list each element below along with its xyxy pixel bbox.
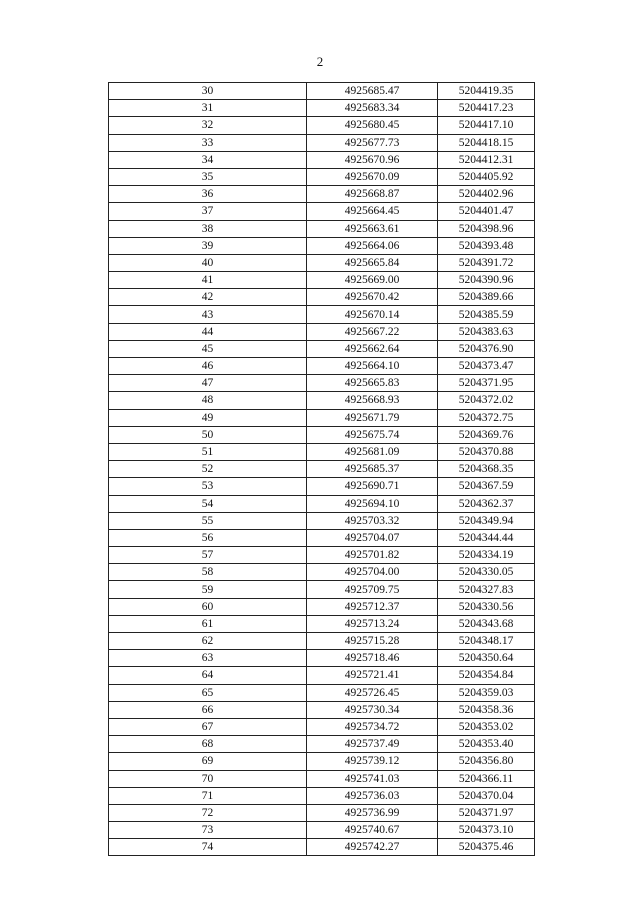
point-number-cell: 30 — [109, 83, 307, 100]
point-number-cell: 54 — [109, 495, 307, 512]
point-number-cell: 56 — [109, 529, 307, 546]
y-coordinate-cell: 5204417.23 — [438, 100, 535, 117]
x-coordinate-cell: 4925685.37 — [307, 461, 438, 478]
x-coordinate-cell: 4925668.87 — [307, 186, 438, 203]
x-coordinate-cell: 4925718.46 — [307, 650, 438, 667]
point-number-cell: 60 — [109, 598, 307, 615]
y-coordinate-cell: 5204371.97 — [438, 804, 535, 821]
table-row — [109, 736, 535, 753]
table-row — [109, 289, 535, 306]
y-coordinate-cell: 5204362.37 — [438, 495, 535, 512]
y-coordinate-cell: 5204330.56 — [438, 598, 535, 615]
x-coordinate-cell: 4925664.10 — [307, 358, 438, 375]
point-number-cell: 49 — [109, 409, 307, 426]
table-row — [109, 581, 535, 598]
point-number-cell: 40 — [109, 254, 307, 271]
table-row — [109, 512, 535, 529]
y-coordinate-cell: 5204383.63 — [438, 323, 535, 340]
table-row — [109, 151, 535, 168]
x-coordinate-cell: 4925671.79 — [307, 409, 438, 426]
table-row — [109, 323, 535, 340]
y-coordinate-cell: 5204405.92 — [438, 168, 535, 185]
point-number-cell: 57 — [109, 547, 307, 564]
x-coordinate-cell: 4925677.73 — [307, 134, 438, 151]
table-row — [109, 461, 535, 478]
table-row — [109, 443, 535, 460]
point-number-cell: 36 — [109, 186, 307, 203]
table-row — [109, 100, 535, 117]
x-coordinate-cell: 4925675.74 — [307, 426, 438, 443]
point-number-cell: 64 — [109, 667, 307, 684]
table-row — [109, 770, 535, 787]
x-coordinate-cell: 4925664.45 — [307, 203, 438, 220]
y-coordinate-cell: 5204418.15 — [438, 134, 535, 151]
y-coordinate-cell: 5204344.44 — [438, 529, 535, 546]
x-coordinate-cell: 4925730.34 — [307, 701, 438, 718]
table-row — [109, 254, 535, 271]
point-number-cell: 33 — [109, 134, 307, 151]
x-coordinate-cell: 4925670.96 — [307, 151, 438, 168]
x-coordinate-cell: 4925704.07 — [307, 529, 438, 546]
y-coordinate-cell: 5204393.48 — [438, 237, 535, 254]
table-row — [109, 495, 535, 512]
point-number-cell: 41 — [109, 272, 307, 289]
table-row — [109, 667, 535, 684]
x-coordinate-cell: 4925683.34 — [307, 100, 438, 117]
point-number-cell: 47 — [109, 375, 307, 392]
table-row — [109, 272, 535, 289]
point-number-cell: 69 — [109, 753, 307, 770]
table-row — [109, 701, 535, 718]
table-row — [109, 753, 535, 770]
y-coordinate-cell: 5204327.83 — [438, 581, 535, 598]
point-number-cell: 53 — [109, 478, 307, 495]
point-number-cell: 72 — [109, 804, 307, 821]
x-coordinate-cell: 4925726.45 — [307, 684, 438, 701]
table-row — [109, 203, 535, 220]
y-coordinate-cell: 5204358.36 — [438, 701, 535, 718]
point-number-cell: 38 — [109, 220, 307, 237]
point-number-cell: 62 — [109, 633, 307, 650]
point-number-cell: 58 — [109, 564, 307, 581]
y-coordinate-cell: 5204370.88 — [438, 443, 535, 460]
coordinates-table-body — [109, 83, 535, 856]
table-row — [109, 822, 535, 839]
x-coordinate-cell: 4925668.93 — [307, 392, 438, 409]
table-row — [109, 804, 535, 821]
y-coordinate-cell: 5204390.96 — [438, 272, 535, 289]
y-coordinate-cell: 5204373.10 — [438, 822, 535, 839]
y-coordinate-cell: 5204372.02 — [438, 392, 535, 409]
x-coordinate-cell: 4925694.10 — [307, 495, 438, 512]
y-coordinate-cell: 5204334.19 — [438, 547, 535, 564]
point-number-cell: 48 — [109, 392, 307, 409]
point-number-cell: 51 — [109, 443, 307, 460]
point-number-cell: 74 — [109, 839, 307, 856]
point-number-cell: 50 — [109, 426, 307, 443]
y-coordinate-cell: 5204398.96 — [438, 220, 535, 237]
x-coordinate-cell: 4925701.82 — [307, 547, 438, 564]
y-coordinate-cell: 5204412.31 — [438, 151, 535, 168]
y-coordinate-cell: 5204389.66 — [438, 289, 535, 306]
point-number-cell: 46 — [109, 358, 307, 375]
table-row — [109, 83, 535, 100]
table-row — [109, 340, 535, 357]
y-coordinate-cell: 5204343.68 — [438, 615, 535, 632]
x-coordinate-cell: 4925663.61 — [307, 220, 438, 237]
point-number-cell: 66 — [109, 701, 307, 718]
x-coordinate-cell: 4925734.72 — [307, 718, 438, 735]
table-row — [109, 650, 535, 667]
table-row — [109, 839, 535, 856]
y-coordinate-cell: 5204376.90 — [438, 340, 535, 357]
point-number-cell: 42 — [109, 289, 307, 306]
table-row — [109, 117, 535, 134]
y-coordinate-cell: 5204353.02 — [438, 718, 535, 735]
point-number-cell: 37 — [109, 203, 307, 220]
table-row — [109, 306, 535, 323]
point-number-cell: 61 — [109, 615, 307, 632]
point-number-cell: 34 — [109, 151, 307, 168]
point-number-cell: 52 — [109, 461, 307, 478]
y-coordinate-cell: 5204356.80 — [438, 753, 535, 770]
y-coordinate-cell: 5204359.03 — [438, 684, 535, 701]
table-row — [109, 564, 535, 581]
x-coordinate-cell: 4925704.00 — [307, 564, 438, 581]
x-coordinate-cell: 4925667.22 — [307, 323, 438, 340]
x-coordinate-cell: 4925740.67 — [307, 822, 438, 839]
y-coordinate-cell: 5204348.17 — [438, 633, 535, 650]
x-coordinate-cell: 4925703.32 — [307, 512, 438, 529]
x-coordinate-cell: 4925737.49 — [307, 736, 438, 753]
table-row — [109, 375, 535, 392]
point-number-cell: 39 — [109, 237, 307, 254]
y-coordinate-cell: 5204402.96 — [438, 186, 535, 203]
point-number-cell: 71 — [109, 787, 307, 804]
point-number-cell: 68 — [109, 736, 307, 753]
x-coordinate-cell: 4925709.75 — [307, 581, 438, 598]
x-coordinate-cell: 4925670.42 — [307, 289, 438, 306]
table-row — [109, 684, 535, 701]
x-coordinate-cell: 4925669.00 — [307, 272, 438, 289]
x-coordinate-cell: 4925715.28 — [307, 633, 438, 650]
point-number-cell: 43 — [109, 306, 307, 323]
y-coordinate-cell: 5204401.47 — [438, 203, 535, 220]
table-row — [109, 409, 535, 426]
point-number-cell: 45 — [109, 340, 307, 357]
y-coordinate-cell: 5204373.47 — [438, 358, 535, 375]
table-row — [109, 392, 535, 409]
page-number: 2 — [316, 54, 324, 69]
y-coordinate-cell: 5204372.75 — [438, 409, 535, 426]
table-row — [109, 633, 535, 650]
x-coordinate-cell: 4925736.03 — [307, 787, 438, 804]
y-coordinate-cell: 5204385.59 — [438, 306, 535, 323]
x-coordinate-cell: 4925685.47 — [307, 83, 438, 100]
table-row — [109, 598, 535, 615]
y-coordinate-cell: 5204391.72 — [438, 254, 535, 271]
y-coordinate-cell: 5204330.05 — [438, 564, 535, 581]
table-row — [109, 426, 535, 443]
table-row — [109, 186, 535, 203]
x-coordinate-cell: 4925721.41 — [307, 667, 438, 684]
x-coordinate-cell: 4925736.99 — [307, 804, 438, 821]
y-coordinate-cell: 5204370.04 — [438, 787, 535, 804]
x-coordinate-cell: 4925681.09 — [307, 443, 438, 460]
point-number-cell: 67 — [109, 718, 307, 735]
x-coordinate-cell: 4925665.84 — [307, 254, 438, 271]
x-coordinate-cell: 4925741.03 — [307, 770, 438, 787]
x-coordinate-cell: 4925670.14 — [307, 306, 438, 323]
y-coordinate-cell: 5204371.95 — [438, 375, 535, 392]
table-row — [109, 358, 535, 375]
table-row — [109, 615, 535, 632]
x-coordinate-cell: 4925742.27 — [307, 839, 438, 856]
x-coordinate-cell: 4925680.45 — [307, 117, 438, 134]
y-coordinate-cell: 5204375.46 — [438, 839, 535, 856]
x-coordinate-cell: 4925662.64 — [307, 340, 438, 357]
point-number-cell: 31 — [109, 100, 307, 117]
y-coordinate-cell: 5204349.94 — [438, 512, 535, 529]
table-row — [109, 168, 535, 185]
x-coordinate-cell: 4925712.37 — [307, 598, 438, 615]
point-number-cell: 73 — [109, 822, 307, 839]
table-row — [109, 134, 535, 151]
y-coordinate-cell: 5204368.35 — [438, 461, 535, 478]
table-row — [109, 220, 535, 237]
y-coordinate-cell: 5204354.84 — [438, 667, 535, 684]
coordinates-table — [108, 82, 535, 856]
x-coordinate-cell: 4925665.83 — [307, 375, 438, 392]
point-number-cell: 32 — [109, 117, 307, 134]
point-number-cell: 70 — [109, 770, 307, 787]
y-coordinate-cell: 5204419.35 — [438, 83, 535, 100]
point-number-cell: 44 — [109, 323, 307, 340]
y-coordinate-cell: 5204367.59 — [438, 478, 535, 495]
y-coordinate-cell: 5204350.64 — [438, 650, 535, 667]
y-coordinate-cell: 5204417.10 — [438, 117, 535, 134]
point-number-cell: 59 — [109, 581, 307, 598]
x-coordinate-cell: 4925739.12 — [307, 753, 438, 770]
table-row — [109, 547, 535, 564]
y-coordinate-cell: 5204353.40 — [438, 736, 535, 753]
x-coordinate-cell: 4925713.24 — [307, 615, 438, 632]
table-row — [109, 237, 535, 254]
table-row — [109, 529, 535, 546]
point-number-cell: 55 — [109, 512, 307, 529]
table-row — [109, 478, 535, 495]
point-number-cell: 65 — [109, 684, 307, 701]
x-coordinate-cell: 4925664.06 — [307, 237, 438, 254]
x-coordinate-cell: 4925690.71 — [307, 478, 438, 495]
x-coordinate-cell: 4925670.09 — [307, 168, 438, 185]
y-coordinate-cell: 5204366.11 — [438, 770, 535, 787]
point-number-cell: 35 — [109, 168, 307, 185]
y-coordinate-cell: 5204369.76 — [438, 426, 535, 443]
table-row — [109, 787, 535, 804]
table-row — [109, 718, 535, 735]
point-number-cell: 63 — [109, 650, 307, 667]
